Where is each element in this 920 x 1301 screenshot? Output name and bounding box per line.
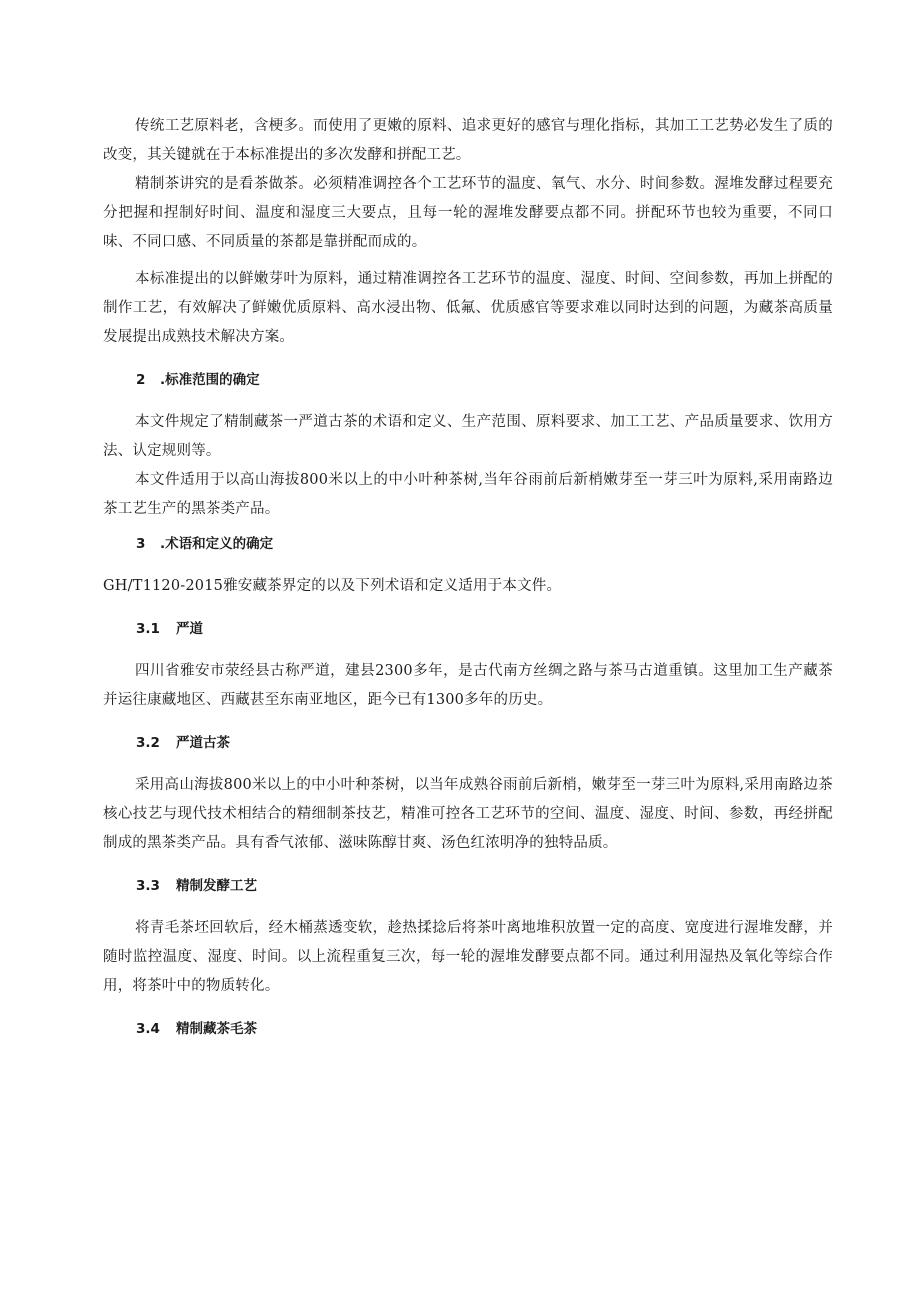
section-title: 精制藏茶毛茶 xyxy=(176,1021,257,1037)
document-body xyxy=(103,112,833,1041)
paragraph-scope-applicability: 本文件适用于以高山海拔800米以上的中小叶种茶树,当年谷雨前后新梢嫩芽至一芽三叶为原料,采用南路边茶工艺生产的黑茶类产品。 xyxy=(103,472,833,517)
section-number: 3 xyxy=(136,536,146,552)
section-title: .术语和定义的确定 xyxy=(160,536,274,552)
section-heading-3-4 xyxy=(103,1017,833,1041)
paragraph-yandao-ancient-tea: 采用高山海拔800米以上的中小叶种茶树，以当年成熟谷雨前后新梢，嫩芽至一芽三叶为原料,采用南路边茶核心技艺与现代技术相结合的精细制茶技艺，精准可控各工艺环节的空间、温度、湿度、时间、参数，再经拼配制成的黑茶类产品。具有香气浓郁、滋味陈醇甘爽、汤色红浓明净的独特品质。 xyxy=(103,777,833,851)
section-number: 3.2 xyxy=(136,735,160,751)
section-heading-3-2 xyxy=(103,731,833,755)
section-number: 3.3 xyxy=(136,878,160,894)
section-title: 严道 xyxy=(176,621,203,637)
paragraph-traditional-process: 传统工艺原料老，含梗多。而使用了更嫩的原料、追求更好的感官与理化指标，其加工工艺势必发生了质的改变，其关键就在于本标准提出的多次发酵和拼配工艺。 xyxy=(103,118,833,163)
section-number: 3.1 xyxy=(136,621,160,637)
section-heading-3-3 xyxy=(103,874,833,898)
paragraph-scope-definition: 本文件规定了精制藏茶一严道古茶的术语和定义、生产范围、原料要求、加工工艺、产品质量要求、饮用方法、认定规则等。 xyxy=(103,414,833,459)
section-title: 精制发酵工艺 xyxy=(176,878,257,894)
paragraph-fermentation-process: 将青毛茶坯回软后，经木桶蒸透变软，趁热揉捻后将茶叶离地堆积放置一定的高度、宽度进行渥堆发酵，并随时监控温度、湿度、时间。以上流程重复三次，每一轮的渥堆发酵要点都不同。通过利用湿热及氧化等综合作用，将茶叶中的物质转化。 xyxy=(103,920,833,994)
section-number: 2 xyxy=(136,372,146,388)
section-heading-3-1 xyxy=(103,617,833,641)
section-title: 严道古茶 xyxy=(176,735,230,751)
section-heading-3 xyxy=(103,532,833,556)
paragraph-standard-solution: 本标准提出的以鲜嫩芽叶为原料，通过精准调控各工艺环节的温度、湿度、时间、空间参数，再加上拼配的制作工艺，有效解决了鲜嫩优质原料、高水浸出物、低氟、优质感官等要求难以同时达到的问题，为藏茶高质量发展提出成熟技术解决方案。 xyxy=(103,271,833,345)
paragraph-refined-tea: 精制茶讲究的是看茶做茶。必须精准调控各个工艺环节的温度、氧气、水分、时间参数。渥堆发酵过程要充分把握和捏制好时间、温度和湿度三大要点，且每一轮的渥堆发酵要点都不同。拼配环节也较为重要，不同口味、不同口感、不同质量的茶都是靠拼配而成的。 xyxy=(103,176,833,250)
paragraph-yandao: 四川省雅安市荥经县古称严道，建县2300多年，是古代南方丝绸之路与茶马古道重镇。这里加工生产藏茶并运往康藏地区、西藏甚至东南亚地区，距今已有1300多年的历史。 xyxy=(103,663,833,708)
paragraph-terms-reference: GH/T1120-2015雅安藏茶界定的以及下列术语和定义适用于本文件。 xyxy=(103,578,562,594)
section-number: 3.4 xyxy=(136,1021,160,1037)
section-heading-2 xyxy=(103,368,833,392)
section-title: .标准范围的确定 xyxy=(160,372,260,388)
